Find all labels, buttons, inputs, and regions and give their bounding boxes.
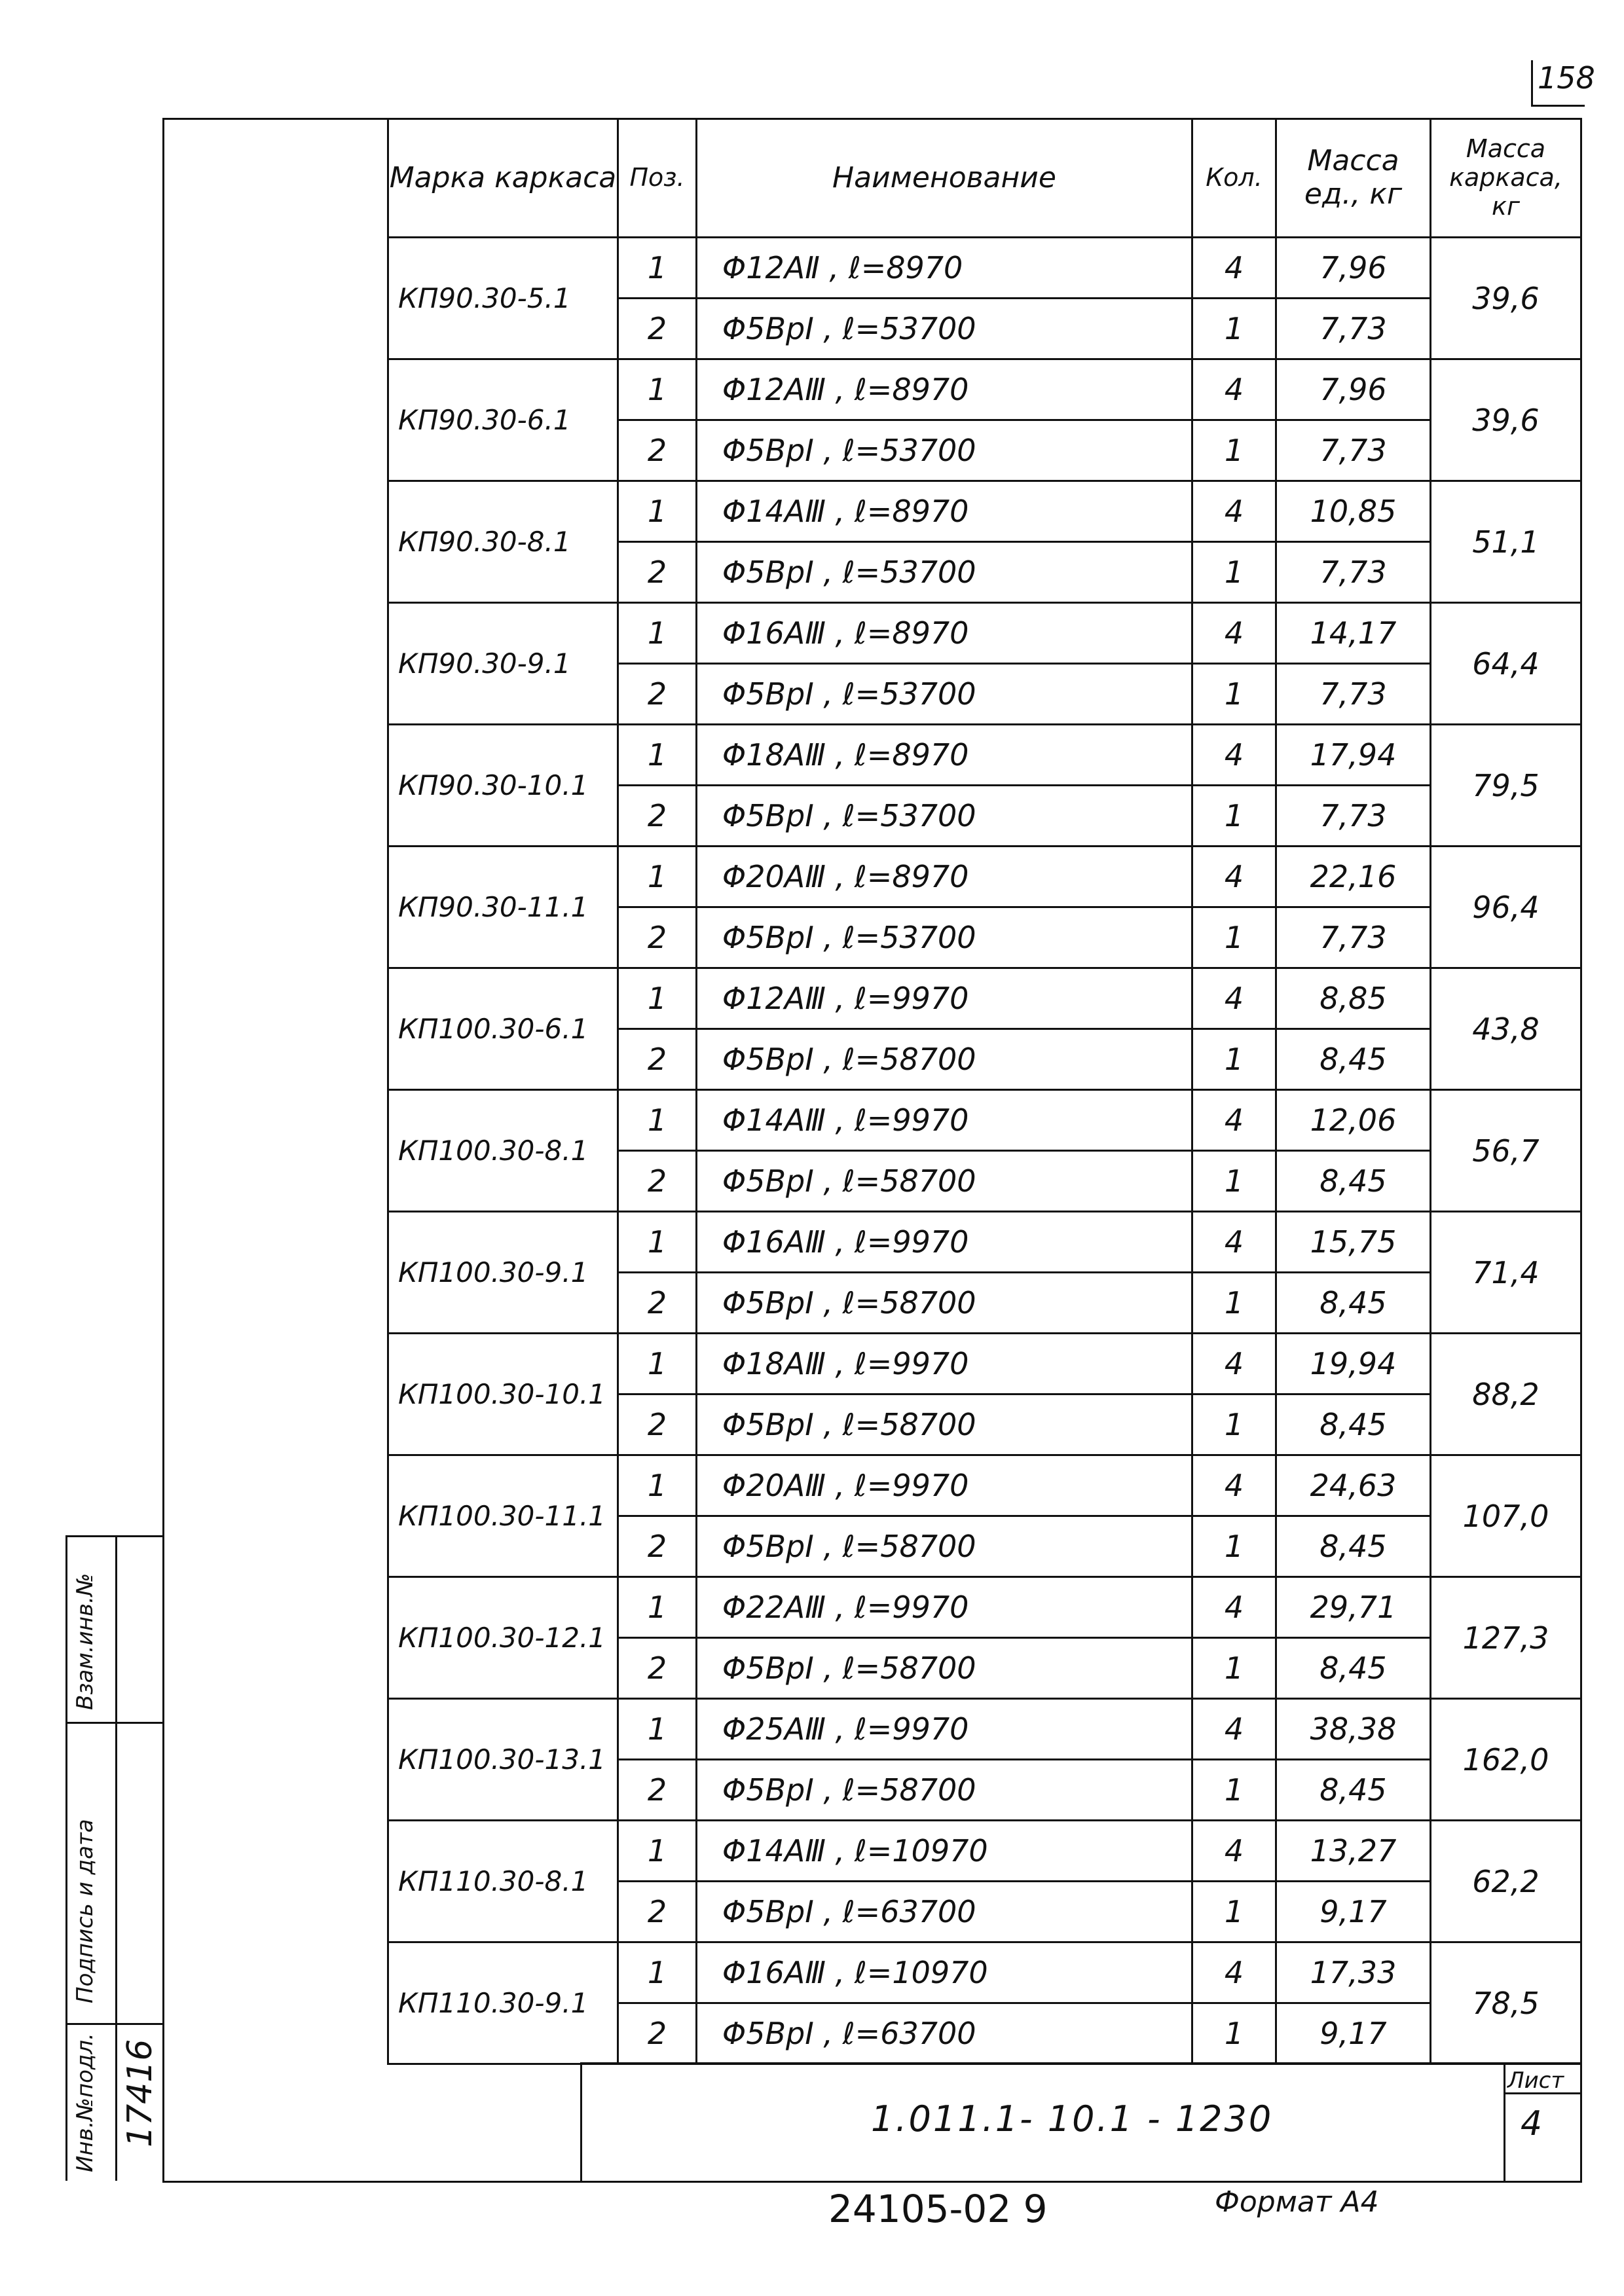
quantity-cell: 4: [1192, 359, 1276, 420]
unit-mass-cell: 8,45: [1276, 1029, 1431, 1090]
quantity-cell: 4: [1192, 847, 1276, 907]
unit-mass-cell: 7,73: [1276, 299, 1431, 359]
sheet-cell-left: [1504, 2062, 1505, 2183]
quantity-cell: 1: [1192, 420, 1276, 481]
item-name-cell: Φ5BpⅠ , ℓ=58700: [697, 1638, 1192, 1699]
quantity-cell: 1: [1192, 907, 1276, 968]
item-name-cell: Φ12AⅢ , ℓ=9970: [697, 968, 1192, 1029]
table-row: [388, 1577, 1581, 1638]
frame-mark-cell: КП90.30-5.1: [388, 238, 618, 359]
frame-mark-cell: КП100.30-10.1: [388, 1334, 618, 1455]
header-mark: Марка каркаса: [388, 119, 618, 238]
item-name-cell: Φ5BpⅠ , ℓ=58700: [697, 1394, 1192, 1455]
frame-mark-cell: КП100.30-8.1: [388, 1090, 618, 1212]
frame-mass-cell: 71,4: [1431, 1212, 1581, 1334]
table-row: [388, 1821, 1581, 1882]
position-cell: 1: [618, 1821, 697, 1882]
frame-mark-cell: КП100.30-12.1: [388, 1577, 618, 1699]
position-cell: 2: [618, 1882, 697, 1942]
frame-mass-cell: 127,3: [1431, 1577, 1581, 1699]
position-cell: 1: [618, 603, 697, 664]
specification-table: [387, 118, 1582, 2065]
quantity-cell: 1: [1192, 299, 1276, 359]
paper-format: Формат А4: [1215, 2185, 1379, 2219]
position-cell: 2: [618, 542, 697, 603]
unit-mass-cell: 12,06: [1276, 1090, 1431, 1151]
quantity-cell: 4: [1192, 1090, 1276, 1151]
frame-mass-cell: 78,5: [1431, 1942, 1581, 2064]
side-stamp-divider-1: [65, 1722, 164, 1724]
position-cell: 1: [618, 725, 697, 786]
sign-date-label: Подпись и дата: [72, 1819, 98, 2003]
item-name-cell: Φ5BpⅠ , ℓ=58700: [697, 1760, 1192, 1821]
side-stamp-left: [65, 1535, 67, 2181]
table-row: [388, 1090, 1581, 1151]
frame-mark-cell: КП90.30-8.1: [388, 481, 618, 603]
position-cell: 1: [618, 968, 697, 1029]
side-stamp-middle: [115, 1535, 117, 2181]
side-stamp-top: [65, 1535, 164, 1537]
position-cell: 2: [618, 299, 697, 359]
frame-mass-cell: 56,7: [1431, 1090, 1581, 1212]
frame-mark-cell: КП100.30-11.1: [388, 1455, 618, 1577]
table-row: [388, 238, 1581, 299]
document-code: 1.011.1- 10.1 - 1230: [871, 2098, 1274, 2140]
table-row: [388, 359, 1581, 420]
quantity-cell: 4: [1192, 238, 1276, 299]
position-cell: 2: [618, 2003, 697, 2064]
position-cell: 2: [618, 1760, 697, 1821]
item-name-cell: Φ5BpⅠ , ℓ=63700: [697, 1882, 1192, 1942]
unit-mass-cell: 8,45: [1276, 1151, 1431, 1212]
quantity-cell: 1: [1192, 1151, 1276, 1212]
unit-mass-cell: 22,16: [1276, 847, 1431, 907]
item-name-cell: Φ5BpⅠ , ℓ=53700: [697, 786, 1192, 847]
position-cell: 1: [618, 1942, 697, 2003]
unit-mass-cell: 24,63: [1276, 1455, 1431, 1516]
position-cell: 1: [618, 1699, 697, 1760]
position-cell: 2: [618, 1273, 697, 1334]
table-row: [388, 1334, 1581, 1394]
quantity-cell: 1: [1192, 1516, 1276, 1577]
position-cell: 2: [618, 420, 697, 481]
header-pos: Поз.: [618, 119, 697, 238]
replace-inv-label: Взам.инв.№: [72, 1573, 98, 1710]
unit-mass-cell: 7,96: [1276, 359, 1431, 420]
frame-mass-cell: 107,0: [1431, 1455, 1581, 1577]
frame-mark-cell: КП110.30-9.1: [388, 1942, 618, 2064]
item-name-cell: Φ16AⅢ , ℓ=9970: [697, 1212, 1192, 1273]
item-name-cell: Φ20AⅢ , ℓ=8970: [697, 847, 1192, 907]
frame-mass-cell: 39,6: [1431, 359, 1581, 481]
item-name-cell: Φ25AⅢ , ℓ=9970: [697, 1699, 1192, 1760]
item-name-cell: Φ5BpⅠ , ℓ=53700: [697, 299, 1192, 359]
frame-mass-cell: 39,6: [1431, 238, 1581, 359]
item-name-cell: Φ5BpⅠ , ℓ=53700: [697, 420, 1192, 481]
sheet-label: Лист: [1507, 2068, 1564, 2094]
quantity-cell: 4: [1192, 481, 1276, 542]
item-name-cell: Φ14AⅢ , ℓ=8970: [697, 481, 1192, 542]
page-number: 158: [1538, 60, 1595, 96]
item-name-cell: Φ16AⅢ , ℓ=8970: [697, 603, 1192, 664]
quantity-cell: 4: [1192, 1212, 1276, 1273]
title-block-top: [580, 2062, 1582, 2064]
frame-mark-cell: КП90.30-6.1: [388, 359, 618, 481]
quantity-cell: 4: [1192, 1699, 1276, 1760]
item-name-cell: Φ14AⅢ , ℓ=9970: [697, 1090, 1192, 1151]
position-cell: 2: [618, 786, 697, 847]
table-row: [388, 968, 1581, 1029]
unit-mass-cell: 7,73: [1276, 542, 1431, 603]
frame-mass-cell: 162,0: [1431, 1699, 1581, 1821]
position-cell: 1: [618, 1090, 697, 1151]
table-row: [388, 1455, 1581, 1516]
frame-mass-cell: 43,8: [1431, 968, 1581, 1090]
unit-mass-cell: 7,73: [1276, 786, 1431, 847]
unit-mass-cell: 17,94: [1276, 725, 1431, 786]
frame-bottom: [162, 2181, 1582, 2183]
frame-mark-cell: КП110.30-8.1: [388, 1821, 618, 1942]
table-body: [388, 238, 1581, 2064]
item-name-cell: Φ12AⅡ , ℓ=8970: [697, 238, 1192, 299]
table-header-row: [388, 119, 1581, 238]
frame-left: [162, 118, 164, 2183]
quantity-cell: 1: [1192, 1029, 1276, 1090]
unit-mass-cell: 8,45: [1276, 1760, 1431, 1821]
quantity-cell: 1: [1192, 786, 1276, 847]
header-unit-mass: Масса ед., кг: [1276, 119, 1431, 238]
table-row: [388, 603, 1581, 664]
frame-mark-cell: КП100.30-6.1: [388, 968, 618, 1090]
table-row: [388, 481, 1581, 542]
position-cell: 1: [618, 1455, 697, 1516]
position-cell: 1: [618, 1577, 697, 1638]
table-row: [388, 1942, 1581, 2003]
item-name-cell: Φ22AⅢ , ℓ=9970: [697, 1577, 1192, 1638]
sheet-number: 4: [1521, 2104, 1543, 2143]
side-stamp-divider-2: [65, 2023, 164, 2025]
quantity-cell: 1: [1192, 2003, 1276, 2064]
quantity-cell: 4: [1192, 1821, 1276, 1882]
position-cell: 2: [618, 664, 697, 725]
position-cell: 1: [618, 1212, 697, 1273]
inv-original-label: Инв.№подл.: [72, 2033, 98, 2172]
title-block-left: [580, 2062, 582, 2183]
frame-mass-cell: 96,4: [1431, 847, 1581, 968]
item-name-cell: Φ5BpⅠ , ℓ=53700: [697, 542, 1192, 603]
position-cell: 2: [618, 1394, 697, 1455]
quantity-cell: 4: [1192, 968, 1276, 1029]
position-cell: 2: [618, 1638, 697, 1699]
unit-mass-cell: 7,73: [1276, 664, 1431, 725]
item-name-cell: Φ5BpⅠ , ℓ=58700: [697, 1151, 1192, 1212]
quantity-cell: 4: [1192, 1577, 1276, 1638]
quantity-cell: 1: [1192, 1394, 1276, 1455]
frame-mark-cell: КП100.30-9.1: [388, 1212, 618, 1334]
item-name-cell: Φ5BpⅠ , ℓ=53700: [697, 907, 1192, 968]
position-cell: 1: [618, 359, 697, 420]
quantity-cell: 1: [1192, 1638, 1276, 1699]
item-name-cell: Φ20AⅢ , ℓ=9970: [697, 1455, 1192, 1516]
position-cell: 1: [618, 1334, 697, 1394]
unit-mass-cell: 7,73: [1276, 420, 1431, 481]
quantity-cell: 1: [1192, 1273, 1276, 1334]
item-name-cell: Φ16AⅢ , ℓ=10970: [697, 1942, 1192, 2003]
item-name-cell: Φ5BpⅠ , ℓ=53700: [697, 664, 1192, 725]
unit-mass-cell: 8,85: [1276, 968, 1431, 1029]
position-cell: 1: [618, 847, 697, 907]
quantity-cell: 1: [1192, 542, 1276, 603]
position-cell: 1: [618, 238, 697, 299]
item-name-cell: Φ5BpⅠ , ℓ=58700: [697, 1273, 1192, 1334]
inv-original-number: 17416: [120, 2039, 160, 2147]
item-name-cell: Φ5BpⅠ , ℓ=58700: [697, 1029, 1192, 1090]
quantity-cell: 1: [1192, 1882, 1276, 1942]
frame-mass-cell: 88,2: [1431, 1334, 1581, 1455]
unit-mass-cell: 17,33: [1276, 1942, 1431, 2003]
frame-mass-cell: 79,5: [1431, 725, 1581, 847]
table-row: [388, 1699, 1581, 1760]
position-cell: 2: [618, 1516, 697, 1577]
unit-mass-cell: 38,38: [1276, 1699, 1431, 1760]
quantity-cell: 1: [1192, 1760, 1276, 1821]
unit-mass-cell: 8,45: [1276, 1516, 1431, 1577]
header-frame-mass: Масса каркаса, кг: [1431, 119, 1581, 238]
position-cell: 2: [618, 1151, 697, 1212]
unit-mass-cell: 9,17: [1276, 1882, 1431, 1942]
item-name-cell: Φ18AⅢ , ℓ=9970: [697, 1334, 1192, 1394]
quantity-cell: 4: [1192, 725, 1276, 786]
unit-mass-cell: 14,17: [1276, 603, 1431, 664]
unit-mass-cell: 10,85: [1276, 481, 1431, 542]
frame-mass-cell: 62,2: [1431, 1821, 1581, 1942]
header-qty: Кол.: [1192, 119, 1276, 238]
frame-mass-cell: 51,1: [1431, 481, 1581, 603]
frame-mark-cell: КП90.30-9.1: [388, 603, 618, 725]
quantity-cell: 4: [1192, 1334, 1276, 1394]
position-cell: 2: [618, 907, 697, 968]
frame-mark-cell: КП90.30-11.1: [388, 847, 618, 968]
unit-mass-cell: 19,94: [1276, 1334, 1431, 1394]
unit-mass-cell: 7,96: [1276, 238, 1431, 299]
unit-mass-cell: 8,45: [1276, 1638, 1431, 1699]
frame-mark-cell: КП100.30-13.1: [388, 1699, 618, 1821]
unit-mass-cell: 8,45: [1276, 1394, 1431, 1455]
table-row: [388, 847, 1581, 907]
unit-mass-cell: 13,27: [1276, 1821, 1431, 1882]
item-name-cell: Φ12AⅢ , ℓ=8970: [697, 359, 1192, 420]
archive-number: 24105-02 9: [828, 2187, 1048, 2231]
item-name-cell: Φ18AⅢ , ℓ=8970: [697, 725, 1192, 786]
unit-mass-cell: 8,45: [1276, 1273, 1431, 1334]
quantity-cell: 1: [1192, 664, 1276, 725]
quantity-cell: 4: [1192, 1455, 1276, 1516]
page-number-divider: [1531, 60, 1533, 106]
quantity-cell: 4: [1192, 1942, 1276, 2003]
frame-mark-cell: КП90.30-10.1: [388, 725, 618, 847]
page-number-underline: [1531, 105, 1585, 107]
quantity-cell: 4: [1192, 603, 1276, 664]
table-row: [388, 1212, 1581, 1273]
item-name-cell: Φ14AⅢ , ℓ=10970: [697, 1821, 1192, 1882]
frame-mass-cell: 64,4: [1431, 603, 1581, 725]
position-cell: 1: [618, 481, 697, 542]
item-name-cell: Φ5BpⅠ , ℓ=58700: [697, 1516, 1192, 1577]
table-row: [388, 725, 1581, 786]
item-name-cell: Φ5BpⅠ , ℓ=63700: [697, 2003, 1192, 2064]
unit-mass-cell: 7,73: [1276, 907, 1431, 968]
position-cell: 2: [618, 1029, 697, 1090]
unit-mass-cell: 15,75: [1276, 1212, 1431, 1273]
header-name: Наименование: [697, 119, 1192, 238]
unit-mass-cell: 29,71: [1276, 1577, 1431, 1638]
unit-mass-cell: 9,17: [1276, 2003, 1431, 2064]
